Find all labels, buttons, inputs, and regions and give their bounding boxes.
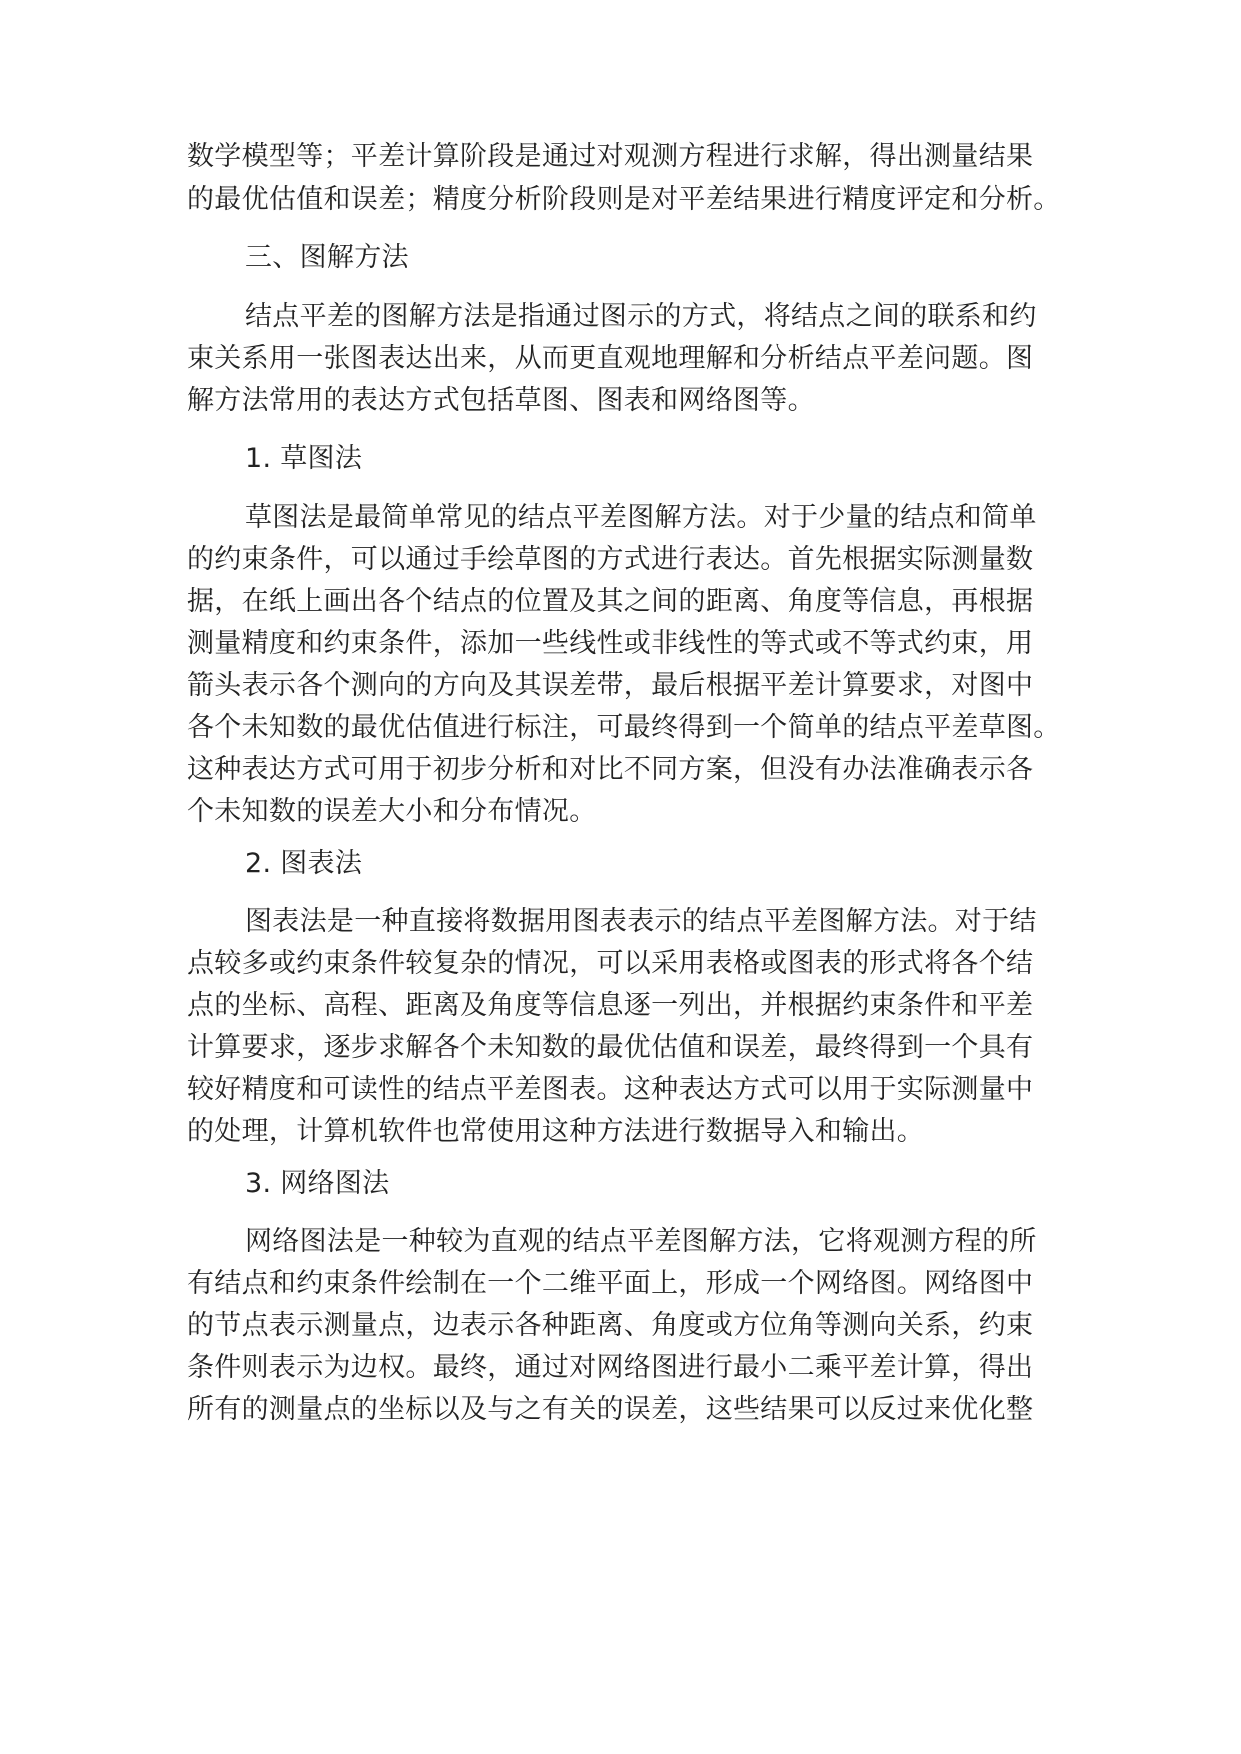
text-line: 所有的测量点的坐标以及与之有关的误差，这些结果可以反过来优化整 bbox=[187, 1394, 1034, 1425]
text-line: 箭头表示各个测向的方向及其误差带，最后根据平差计算要求，对图中 bbox=[187, 670, 1034, 701]
text-line: 的处理，计算机软件也常使用这种方法进行数据导入和输出。 bbox=[187, 1116, 925, 1147]
text-line: 草图法是最简单常见的结点平差图解方法。对于少量的结点和简单 bbox=[245, 502, 1037, 533]
text-line: 结点平差的图解方法是指通过图示的方式，将结点之间的联系和约 bbox=[245, 301, 1037, 332]
text-line: 的最优估值和误差；精度分析阶段则是对平差结果进行精度评定和分析。 bbox=[187, 184, 1061, 215]
text-line: 数学模型等；平差计算阶段是通过对观测方程进行求解，得出测量结果 bbox=[187, 141, 1034, 172]
text-line: 解方法常用的表达方式包括草图、图表和网络图等。 bbox=[187, 385, 815, 416]
text-line: 点的坐标、高程、距离及角度等信息逐一列出，并根据约束条件和平差 bbox=[187, 990, 1034, 1021]
text-line: 束关系用一张图表达出来，从而更直观地理解和分析结点平差问题。图 bbox=[187, 343, 1034, 374]
text-line: 点较多或约束条件较复杂的情况，可以采用表格或图表的形式将各个结 bbox=[187, 948, 1034, 979]
subsection-heading: 3. 网络图法 bbox=[245, 1168, 390, 1199]
text-line: 图表法是一种直接将数据用图表表示的结点平差图解方法。对于结 bbox=[245, 906, 1037, 937]
text-line: 个未知数的误差大小和分布情况。 bbox=[187, 796, 597, 827]
text-line: 网络图法是一种较为直观的结点平差图解方法，它将观测方程的所 bbox=[245, 1226, 1037, 1257]
subsection-heading: 1. 草图法 bbox=[245, 443, 363, 474]
text-line: 各个未知数的最优估值进行标注，可最终得到一个简单的结点平差草图。 bbox=[187, 712, 1061, 743]
text-line: 的约束条件，可以通过手绘草图的方式进行表达。首先根据实际测量数 bbox=[187, 544, 1034, 575]
text-line: 较好精度和可读性的结点平差图表。这种表达方式可以用于实际测量中 bbox=[187, 1074, 1034, 1105]
subsection-heading: 2. 图表法 bbox=[245, 848, 363, 879]
text-line: 有结点和约束条件绘制在一个二维平面上，形成一个网络图。网络图中 bbox=[187, 1268, 1034, 1299]
text-line: 测量精度和约束条件，添加一些线性或非线性的等式或不等式约束，用 bbox=[187, 628, 1034, 659]
text-line: 据，在纸上画出各个结点的位置及其之间的距离、角度等信息，再根据 bbox=[187, 586, 1034, 617]
text-line: 计算要求，逐步求解各个未知数的最优估值和误差，最终得到一个具有 bbox=[187, 1032, 1034, 1063]
text-line: 这种表达方式可用于初步分析和对比不同方案，但没有办法准确表示各 bbox=[187, 754, 1034, 785]
section-heading: 三、图解方法 bbox=[245, 242, 409, 273]
text-line: 条件则表示为边权。最终，通过对网络图进行最小二乘平差计算，得出 bbox=[187, 1352, 1034, 1383]
text-line: 的节点表示测量点，边表示各种距离、角度或方位角等测向关系，约束 bbox=[187, 1310, 1034, 1341]
